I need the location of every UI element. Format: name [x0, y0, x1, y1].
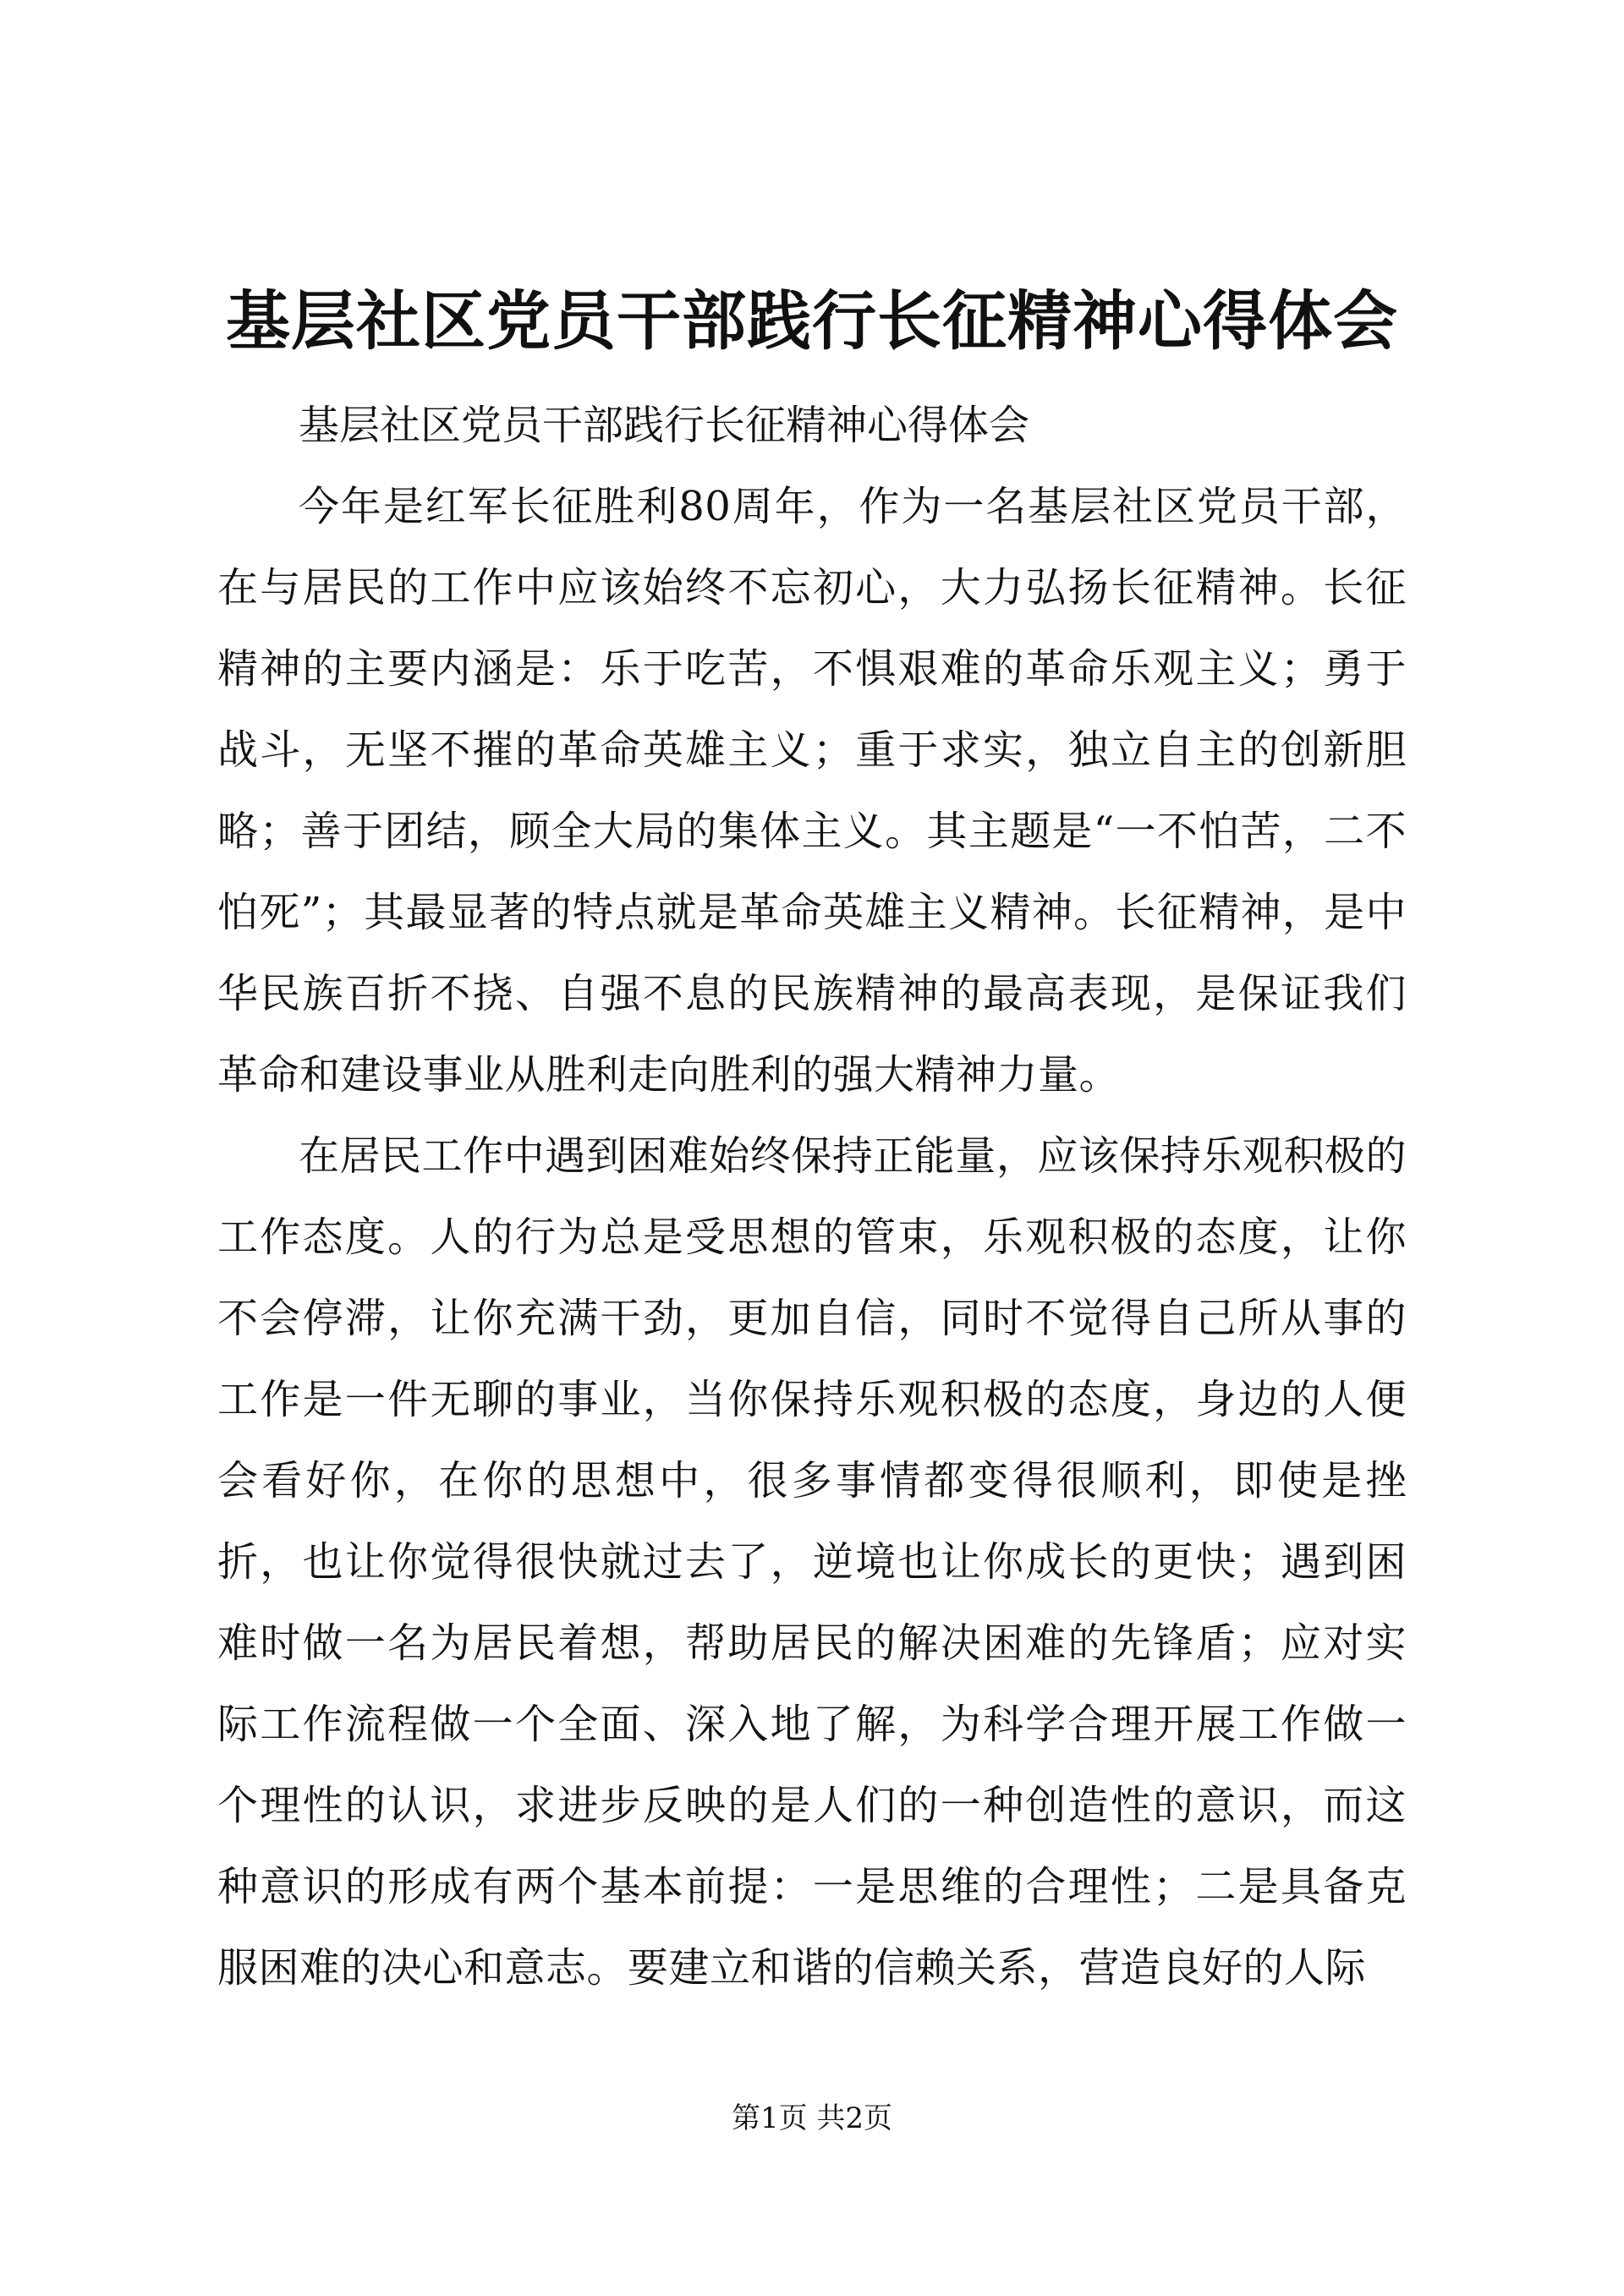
- paragraph-2: 在居民工作中遇到困难始终保持正能量，应该保持乐观积极的工作态度。人的行为总是受思想的管束，乐观积极的态度，让你不会停滞，让你充满干劲，更加自信，同时不觉得自己所从事的工作是一件无聊的事业，当你保持乐观积极的态度，身边的人便会看好你，在你的思想中，很多事情都变得很顺利，即使是挫折，也让你觉得很快就过去了，逆境也让你成长的更快；遇到困难时做一名为居民着想，帮助居民的解决困难的先锋盾；应对实际工作流程做一个全面、深入地了解，为科学合理开展工作做一个理性的认识，求进步反映的是人们的一种创造性的意识，而这种意识的形成有两个基本前提：一是思维的合理性；二是具备克服困难的决心和意志。要建立和谐的信赖关系，营造良好的人际: [217, 1132, 1407, 1992]
- document-title: 基层社区党员干部践行长征精神心得体会: [226, 283, 1398, 359]
- document-subtitle: 基层社区党员干部践行长征精神心得体会: [299, 402, 1030, 449]
- paragraph-1: 今年是红军长征胜利80周年，作为一名基层社区党员干部，在与居民的工作中应该始终不忘初心，大力弘扬长征精神。长征精神的主要内涵是：乐于吃苦，不惧艰难的革命乐观主义；勇于战斗，无坚不摧的革命英雄主义；重于求实，独立自主的创新胆略；善于团结，顾全大局的集体主义。其主题是“一不怕苦，二不怕死”；其最显著的特点就是革命英雄主义精神。长征精神，是中华民族百折不挠、自强不息的民族精神的最高表现，是保证我们革命和建设事业从胜利走向胜利的强大精神力量。: [217, 483, 1407, 1099]
- document-body: [217, 385, 1407, 2008]
- page-number-footer: 第1页 共2页: [731, 2101, 893, 2135]
